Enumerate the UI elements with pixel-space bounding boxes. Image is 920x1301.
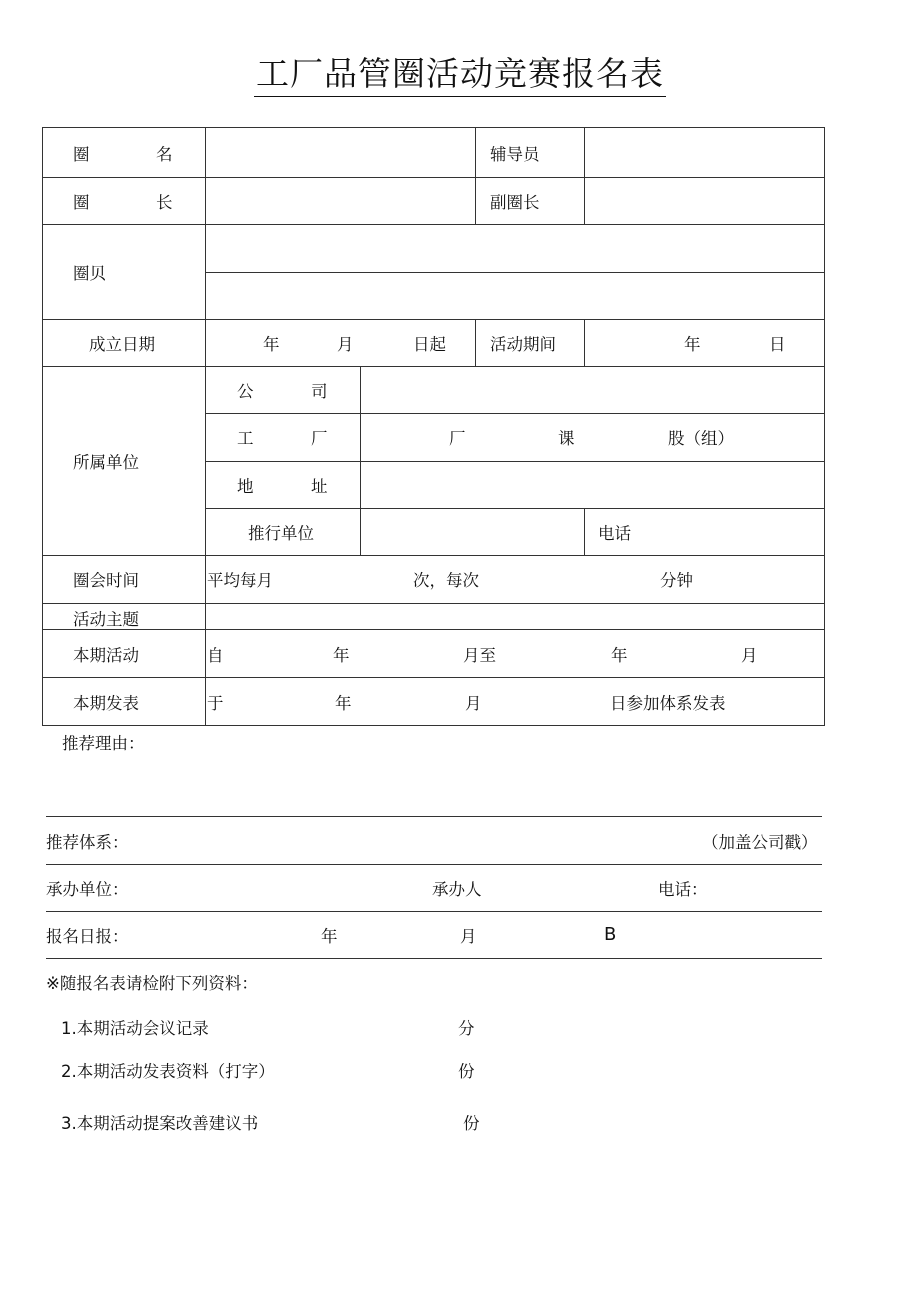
activity-period-label: 活动期间 (490, 335, 556, 354)
period-year: 年 (684, 335, 701, 354)
table-border-right (824, 127, 825, 725)
circle-name-field[interactable] (206, 128, 474, 177)
times-each-text: 次，每次 (413, 571, 479, 590)
pres-year: 年 (335, 694, 352, 713)
activity-theme-field[interactable] (206, 604, 824, 629)
founded-date-label: 成立日期 (89, 335, 155, 354)
current-presentation-label: 本期发表 (73, 694, 139, 713)
organizer-label: 承办人 (432, 880, 482, 899)
report-underline (46, 958, 822, 959)
to-month: 月 (741, 646, 758, 665)
organizer-unit-label: 承办单位： (46, 880, 129, 899)
grid-line (475, 319, 476, 366)
attach-item-2-unit: 份 (458, 1062, 475, 1081)
phone-label: 电话 (598, 524, 631, 543)
reason-underline (46, 816, 822, 817)
company-label: 公 (237, 382, 254, 401)
attach-item-3: 3.本期活动提案改善建议书 (61, 1114, 259, 1133)
company-label-2: 司 (311, 382, 328, 401)
founded-day: 日起 (413, 335, 446, 354)
attach-note: ※随报名表请检附下列资料： (46, 974, 258, 993)
factory-label: 工 (237, 429, 254, 448)
members-label: 圈贝 (73, 264, 106, 283)
grid-line (475, 127, 476, 224)
on-text: 于 (207, 694, 224, 713)
members-field-2[interactable] (206, 273, 824, 319)
from-year: 年 (333, 646, 350, 665)
grid-line (584, 319, 585, 366)
avg-monthly-text: 平均每月 (207, 571, 273, 590)
organizer-underline (46, 911, 822, 912)
section-unit: 课 (558, 429, 575, 448)
from-text: 自 (207, 646, 224, 665)
tutor-label: 辅导员 (490, 145, 540, 164)
grid-line (584, 508, 585, 555)
form-title-text: 工厂品管圈活动竞赛报名表 (254, 54, 666, 97)
reason-label: 推荐理由： (62, 734, 145, 753)
leader-label: 圈 (73, 193, 90, 212)
members-field-1[interactable] (206, 225, 824, 272)
grid-line (205, 413, 825, 414)
address-field[interactable] (361, 462, 824, 508)
tutor-field[interactable] (585, 128, 824, 177)
group-unit: 股（组） (668, 429, 734, 448)
grid-line (42, 629, 825, 630)
phone-field[interactable] (640, 509, 824, 555)
form-title (0, 54, 920, 97)
activity-theme-label: 活动主题 (73, 610, 139, 629)
grid-line (42, 555, 825, 556)
minutes-text: 分钟 (660, 571, 693, 590)
attach-item-1: 1.本期活动会议记录 (61, 1019, 209, 1038)
company-field[interactable] (361, 367, 824, 413)
pres-day-text: 日参加体系发表 (610, 694, 726, 713)
factory-unit: 厂 (449, 429, 466, 448)
stamp-note: （加盖公司戳） (702, 833, 818, 852)
month-to: 月至 (463, 646, 496, 665)
founded-year: 年 (263, 335, 280, 354)
circle-name-label: 圈 (73, 145, 90, 164)
meeting-time-label: 圈会时间 (73, 571, 139, 590)
system-underline (46, 864, 822, 865)
to-year: 年 (611, 646, 628, 665)
founded-month: 月 (337, 335, 354, 354)
pres-month: 月 (465, 694, 482, 713)
promoting-unit-label: 推行单位 (248, 524, 314, 543)
reason-field[interactable] (46, 755, 822, 815)
address-label-2: 址 (311, 477, 328, 496)
table-border-left (42, 127, 43, 725)
leader-label-2: 长 (156, 193, 173, 212)
circle-name-label-2: 名 (156, 145, 173, 164)
factory-label-2: 厂 (311, 429, 328, 448)
attach-item-3-unit: 份 (463, 1114, 480, 1133)
system-label: 推荐体系： (46, 833, 129, 852)
grid-line (42, 319, 825, 320)
report-date-label: 报名日报： (46, 927, 129, 946)
grid-line (42, 677, 825, 678)
table-border-bottom (42, 725, 825, 726)
report-month: 月 (460, 927, 477, 946)
current-activity-label: 本期活动 (73, 646, 139, 665)
report-year: 年 (321, 927, 338, 946)
address-label: 地 (237, 477, 254, 496)
promoting-unit-field[interactable] (361, 509, 583, 555)
affiliation-label: 所属单位 (73, 453, 139, 472)
vice-leader-label: 副圈长 (490, 193, 540, 212)
vice-leader-field[interactable] (585, 178, 824, 224)
leader-field[interactable] (206, 178, 474, 224)
period-day: 日 (769, 335, 786, 354)
attach-item-2: 2.本期活动发表资料（打字） (61, 1062, 275, 1081)
phone-label-below: 电话： (658, 880, 708, 899)
report-day: B (604, 924, 617, 945)
attach-item-1-unit: 分 (458, 1019, 475, 1038)
